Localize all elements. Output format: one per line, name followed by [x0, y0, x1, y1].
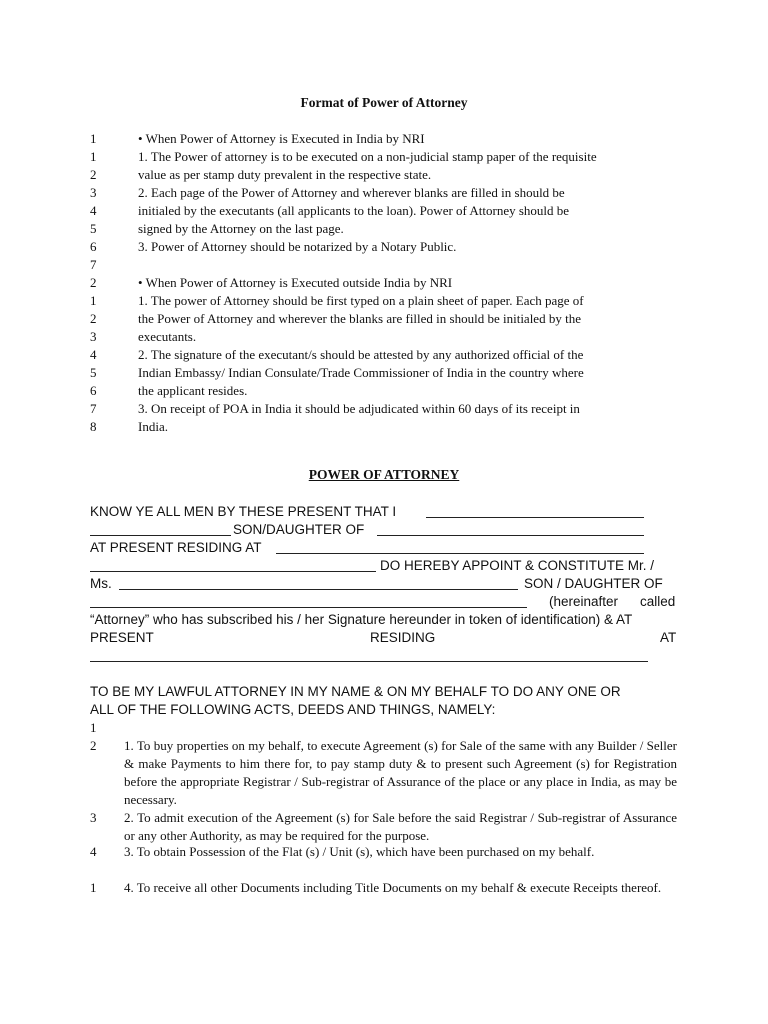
line-number: 3: [90, 329, 97, 344]
line-number: 1: [90, 880, 97, 895]
act-item: 2. To admit execution of the Agreement (s) for Sale before the said Registrar / Sub-registrar of Assurance or any other Authority, as may be required for the purpose.: [124, 810, 677, 843]
instruction-text: executants.: [138, 329, 197, 344]
line-number: 3: [90, 185, 97, 200]
line-number: 7: [90, 401, 97, 416]
line-number: 7: [90, 257, 97, 272]
instruction-text: • When Power of Attorney is Executed in India by NRI: [138, 131, 425, 146]
instruction-text: 1. The power of Attorney should be first typed on a plain sheet of paper. Each page of: [138, 293, 584, 308]
instruction-text: India.: [138, 419, 168, 434]
lawful-attorney-line: TO BE MY LAWFUL ATTORNEY IN MY NAME & ON MY BEHALF TO DO ANY ONE OR: [90, 684, 621, 699]
format-title: Format of Power of Attorney: [300, 95, 468, 110]
attorney-residence-blank[interactable]: [90, 661, 648, 662]
name-blank[interactable]: [426, 517, 644, 518]
line-number: 4: [90, 844, 97, 859]
called-label: called: [640, 594, 676, 609]
line-number: 2: [90, 275, 97, 290]
instruction-text: 3. On receipt of POA in India it should be adjudicated within 60 days of its receipt in: [138, 401, 580, 416]
attorney-name-blank[interactable]: [119, 589, 518, 590]
instruction-text: value as per stamp duty prevalent in the respective state.: [138, 167, 432, 182]
line-number: 5: [90, 221, 97, 236]
instruction-text: 3. Power of Attorney should be notarized by a Notary Public.: [138, 239, 457, 254]
attorney-parent-blank[interactable]: [90, 607, 527, 608]
son-daughter-prefix-blank[interactable]: [90, 535, 231, 536]
parent-name-blank[interactable]: [377, 535, 644, 536]
line-number: 4: [90, 203, 97, 218]
line-number: 3: [90, 810, 97, 825]
residing-label: RESIDING: [370, 630, 436, 645]
instruction-text: • When Power of Attorney is Executed outside India by NRI: [138, 275, 453, 290]
line-number: 4: [90, 347, 97, 362]
instruction-text: the applicant resides.: [138, 383, 248, 398]
at-label: AT: [660, 630, 677, 645]
line-number: 1: [90, 720, 97, 735]
instruction-text: signed by the Attorney on the last page.: [138, 221, 344, 236]
act-item: 1. To buy properties on my behalf, to execute Agreement (s) for Sale of the same with any Builder / Seller & make Payments to him there for, to pay stamp duty & to present such Agreement (s) for Registration before the appropriate Registrar / Sub-registrar of Assurance of the place or any place in India, as may be necessary.: [124, 738, 677, 807]
know-ye-line: KNOW YE ALL MEN BY THESE PRESENT THAT I: [90, 504, 397, 519]
line-number: 8: [90, 419, 97, 434]
line-number: 1: [90, 149, 97, 164]
attorney-definition-line: “Attorney” who has subscribed his / her Signature hereunder in token of identification) & AT: [90, 612, 633, 627]
hereinafter-label: (hereinafter: [549, 594, 619, 609]
instruction-text: the Power of Attorney and wherever the blanks are filled in should be initialed by the: [138, 311, 581, 326]
instruction-text: 2. The signature of the executant/s should be attested by any authorized official of the: [138, 347, 584, 362]
appoint-constitute-label: DO HEREBY APPOINT & CONSTITUTE Mr. /: [380, 558, 655, 573]
ms-label: Ms.: [90, 576, 112, 591]
following-acts-line: ALL OF THE FOLLOWING ACTS, DEEDS AND THINGS, NAMELY:: [90, 702, 496, 717]
instruction-text: 2. Each page of the Power of Attorney and wherever blanks are filled in should be: [138, 185, 565, 200]
attorney-son-daughter-of-label: SON / DAUGHTER OF: [524, 576, 663, 591]
residing-at-label: AT PRESENT RESIDING AT: [90, 540, 262, 555]
line-number: 2: [90, 167, 97, 182]
line-number: 1: [90, 131, 97, 146]
line-number: 2: [90, 738, 97, 753]
line-number: 5: [90, 365, 97, 380]
instruction-text: 1. The Power of attorney is to be executed on a non-judicial stamp paper of the requisite: [138, 149, 597, 164]
line-number: 1: [90, 293, 97, 308]
instruction-text: initialed by the executants (all applicants to the loan). Power of Attorney should be: [138, 203, 570, 218]
residence-continued-blank[interactable]: [90, 571, 376, 572]
residence-blank[interactable]: [276, 553, 644, 554]
power-of-attorney-title: POWER OF ATTORNEY: [308, 467, 460, 482]
present-label: PRESENT: [90, 630, 154, 645]
act-item: 3. To obtain Possession of the Flat (s) / Unit (s), which have been purchased on my behalf.: [124, 844, 595, 859]
son-daughter-of-label: SON/DAUGHTER OF: [233, 522, 365, 537]
line-number: 2: [90, 311, 97, 326]
instruction-text: Indian Embassy/ Indian Consulate/Trade Commissioner of India in the country where: [138, 365, 584, 380]
line-number: 6: [90, 383, 97, 398]
line-number: 6: [90, 239, 97, 254]
act-item: 4. To receive all other Documents including Title Documents on my behalf & execute Receipts thereof.: [124, 880, 662, 895]
